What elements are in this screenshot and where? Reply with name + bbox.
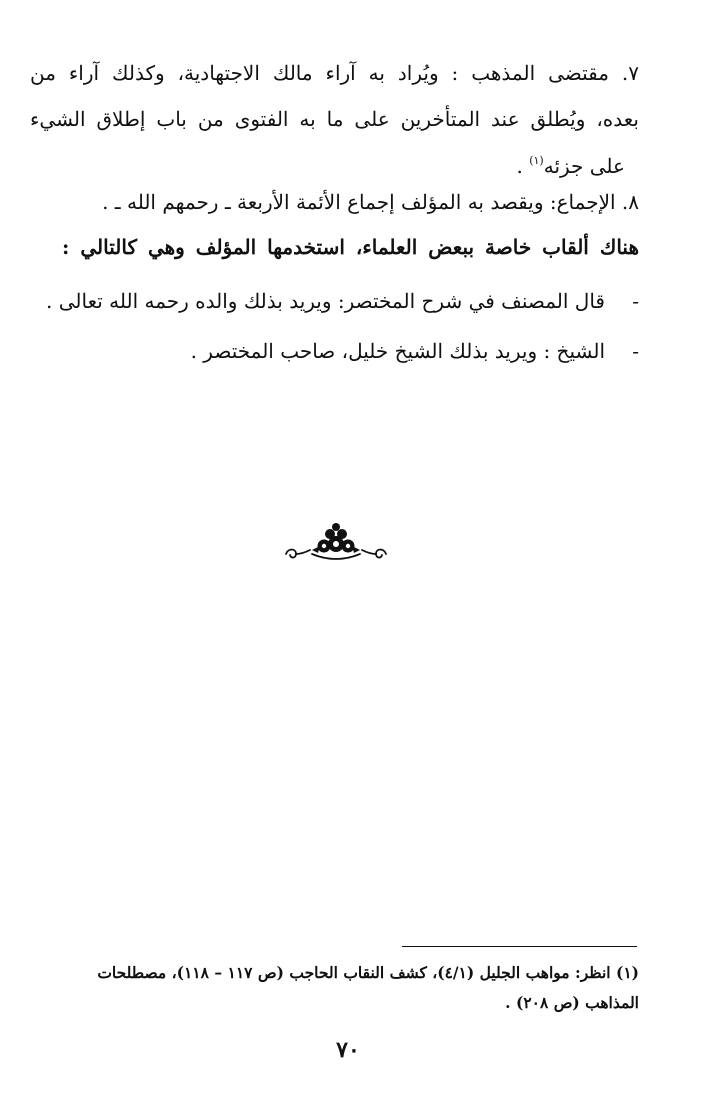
bullet-text: قال المصنف في شرح المختصر: ويريد بذلك والده رحمه الله تعالى . — [46, 289, 605, 313]
footnote-line-2: المذاهب (ص ٢٠٨) . — [505, 993, 639, 1012]
bullet-item-2 — [30, 336, 639, 366]
item-7-line-1: ٧. مقتضى المذهب : ويُراد به آراء مالك الاجتهادية، وكذلك آراء من — [30, 61, 639, 85]
item-7-line-3 — [30, 146, 625, 181]
section-heading: هناك ألقاب خاصة ببعض العلماء، استخدمها المؤلف وهي كالتالي : — [62, 235, 639, 259]
bullet-item-1 — [30, 286, 639, 316]
bullet-text: الشيخ : ويريد بذلك الشيخ خليل، صاحب المختصر . — [190, 339, 605, 363]
page-number: ٧٠ — [336, 1037, 360, 1063]
item-7-line-3-text: على جزئه — [543, 154, 625, 178]
item-7-line-2: بعده، ويُطلق عند المتأخرين على ما به الفتوى من باب إطلاق الشيء — [30, 107, 639, 131]
floral-ornament-icon — [282, 520, 390, 568]
footnote-line-1: (١) انظر: مواهب الجليل (٤/١)، كشف النقاب الحاجب (ص ١١٧ – ١١٨)، مصطلحات — [97, 963, 639, 982]
bullet-dash: - — [632, 339, 639, 363]
item-8: ٨. الإجماع: ويقصد به المؤلف إجماع الأئمة الأربعة ـ رحمهم الله ـ . — [102, 190, 639, 214]
bullet-dash: - — [632, 289, 639, 313]
item-7-line-3-end: . — [516, 154, 530, 178]
footnote-reference[interactable]: (١) — [529, 154, 544, 167]
footnote-separator — [402, 946, 637, 947]
